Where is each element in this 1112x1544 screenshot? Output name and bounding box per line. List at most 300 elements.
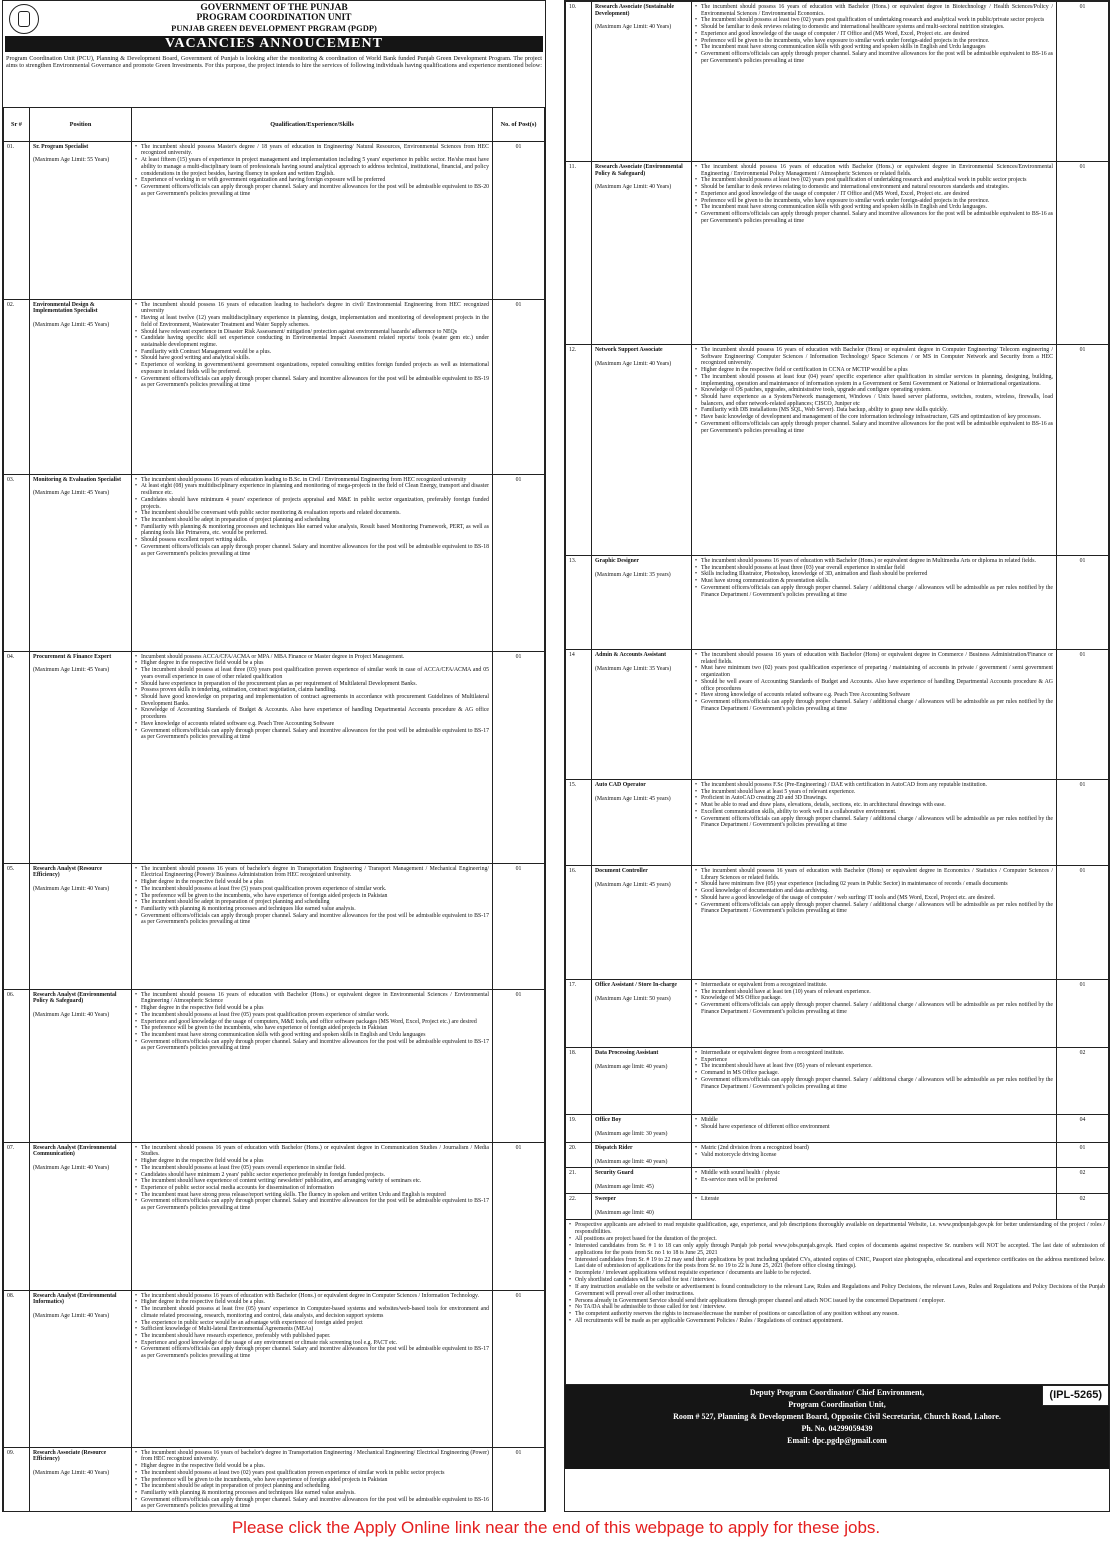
- job-qualifications: [132, 1142, 493, 1290]
- qualification-item: • The incumbent should be adept in preparation of project planning and scheduling: [135, 1483, 489, 1490]
- job-position-title: Office Assistant / Store In-charge: [595, 982, 678, 988]
- job-position: [30, 1290, 132, 1447]
- job-posts-count: 01: [1079, 982, 1086, 988]
- qualification-item: • Experience of working in or with government organization and having foreign exposure will be preferred: [135, 177, 489, 184]
- footer-phone: Ph. No. 04299059439: [801, 1424, 873, 1434]
- qualification-item: • Should have experience of different office environment: [695, 1124, 1053, 1131]
- qualification-item: • The incumbent should possess at least five (5) years post qualification proven experience of similar work.: [135, 886, 489, 893]
- job-position: [30, 141, 132, 299]
- job-posts-count: 02: [1079, 1050, 1086, 1056]
- job-posts-count: 01: [515, 1292, 522, 1299]
- qualification-item: • The incumbent should possess 16 years of education with Bachelor (Hons) or equivalent degree in Computer Engineering/ Telecom engineering / Software Engineering/ Computer Sciences / Information Technology/ Space Sciences / or MS in Computer Network and Security from a HEC recognized university.: [695, 347, 1053, 367]
- job-row: [4, 299, 545, 474]
- job-position-title: Office Boy: [595, 1117, 622, 1123]
- qualification-item: • The incumbent should possess at least two (02) years post qualification of undertaking research and analytical work in public/private sector projects: [695, 17, 1053, 24]
- job-sr-text: 08.: [7, 1292, 15, 1299]
- job-position: [30, 1447, 132, 1512]
- note-item: • All recruitments will be made as per applicable Government Policies / Rules / Regulations of contract appointment.: [569, 1318, 1105, 1325]
- qualification-item: • Government officers/officials can apply through proper channel. Salary and incentive allowances for the post will be admissible equivalent to BS-16 as per Government's policies prevailing at time: [135, 1497, 489, 1510]
- job-row: [566, 866, 1109, 980]
- job-position: [592, 1168, 692, 1194]
- job-position-title: Research Analyst (Environmental Communication): [33, 1144, 117, 1158]
- job-position-title: Research Analyst (Environmental Informatics): [33, 1292, 117, 1306]
- qualification-item: • Government officers/officials can apply through proper channel. Salary / additional charge / allowances will be admissible as per rules notified by the Finance Department / Government's policies prevailing at time: [695, 816, 1053, 829]
- job-posts-count: 01: [1079, 164, 1086, 170]
- qualification-item: • Government officers/officials can apply through proper channel. Salary / additional charge / allowances will be admissible as per rules notified by the Finance Department / Government's policies prevailing at time: [695, 699, 1053, 712]
- job-row: [4, 863, 545, 989]
- qualification-item: • Government officers/officials can apply through proper channel. Salary and incentive allowances for the post will be admissible equivalent to BS-16 as per Government's policies prevailing at time: [695, 211, 1053, 224]
- job-row: [566, 345, 1109, 556]
- qualification-item: • Familiarity with DB installations (MS SQL, Web Server). Data backup, ability to grasp new skills quickly.: [695, 407, 1053, 414]
- job-position-title: Document Controller: [595, 868, 648, 874]
- qualification-item: • Should possess excellent report writing skills.: [135, 537, 489, 544]
- job-position-title: Procurement & Finance Expert: [33, 653, 112, 660]
- qualification-item: • The incumbent should possess at least four (04) years' specific experience after qualification in similar services in planning, designing, building, implementing, operation and maintenance of information system in a Government or Semi Government or National or International organizations.: [695, 374, 1053, 387]
- qualification-item: • Government officers/officials can apply through proper channel. Salary / additional charge / allowances will be admissible as per rules notified by the Finance Department / Government's policies prevailing at time: [695, 1077, 1053, 1090]
- note-item: • No TA/DA shall be admissible to those called for test / interview.: [569, 1304, 1105, 1311]
- qualification-item: • Government officers/officials can apply through proper channel. Salary and incentive allowances for the post will be admissible equivalent to BS-17 as per Government's policies prevailing at time: [135, 1039, 489, 1052]
- job-age-limit: (Maximum Age Limit: 45 years): [595, 795, 671, 802]
- job-age-limit: (Maximum Age Limit: 45 years): [595, 881, 671, 888]
- qualification-item: • The preference will be given to the incumbents, who have experience of foreign aided projects in Pakistan: [135, 1025, 489, 1032]
- qualification-item: • Experience: [695, 1057, 1053, 1064]
- qualification-item: • Must have strong communication & presentation skills.: [695, 578, 1053, 585]
- qualification-list: [695, 347, 1053, 434]
- job-sr-text: 12.: [569, 347, 577, 353]
- qualification-list: [135, 302, 489, 389]
- qualification-item: • Government officers/officials can apply through proper channel. Salary and incentive allowances for the post will be admissible equivalent to BS-17 as per Government's policies prevailing at time: [135, 913, 489, 926]
- job-sr-text: 09.: [7, 1449, 15, 1456]
- qualification-item: • Sufficient knowledge of Multi-lateral Environmental Agreements (MEAs): [135, 1326, 489, 1333]
- job-age-limit: (Maximum Age Limit: 40 Years): [595, 24, 672, 31]
- qualification-item: • Higher degree in the respective field would be a plus: [135, 1005, 489, 1012]
- qualification-item: • The incumbent should have experience of content writing/ newsletter/ publication, and arranging variety of seminars etc.: [135, 1178, 489, 1185]
- qualification-item: • Experience and good knowledge of the usage of any environment or climate risk screening tool e.g. PACT etc.: [135, 1340, 489, 1347]
- job-position: [30, 651, 132, 863]
- job-qualifications: [692, 866, 1057, 980]
- qualification-item: • The incumbent should possess at least five (05) years overall experience in similar field.: [135, 1165, 489, 1172]
- qualification-list: [695, 1117, 1053, 1130]
- qualification-item: • The incumbent should be adept in preparation of project planning and scheduling: [135, 517, 489, 524]
- job-posts-count: 01: [1079, 782, 1086, 788]
- qualification-item: • The preference will be given to the incumbents, who have experience of foreign aided projects in Pakistan: [135, 893, 489, 900]
- job-sr: [4, 863, 30, 989]
- job-sr: [4, 1447, 30, 1512]
- job-qualifications: [692, 556, 1057, 650]
- job-age-limit: (Maximum Age Limit: 45 Years): [33, 490, 110, 497]
- qualification-item: • Higher degree in the respective field would be a plus: [135, 660, 489, 667]
- ad-intro: Program Coordination Unit (PCU), Planning & Development Board, Government of Punjab is looking after the monitoring & coordination of World Bank funded Punjab Green Development Program. The project aims to strengthen Environmental Governance and promote Green Investments. For this purpose, the project intends to hire the services of following individuals having qualifications and experience mentioned below:: [6, 54, 542, 70]
- header-line-1: GOVERNMENT OF THE PUNJAB: [200, 3, 348, 13]
- note-item: • Prospective applicants are advised to read requisite qualification, age, experience, and job descriptions thoroughly available on departmental Website, i.e. www.pndpunjab.gov.pk for better understanding of the project / roles / responsibilities.: [569, 1222, 1105, 1236]
- job-qualifications: [132, 141, 493, 299]
- qualification-list: [135, 1450, 489, 1510]
- job-position: [30, 989, 132, 1142]
- job-sr: [566, 162, 592, 345]
- qualification-item: • The incumbent should possess 16 years of bachelor's degree in Transportation Engineering / Mechanical Engineering/ Electrical Engineering (Power) from HEC recognized university.: [135, 1450, 489, 1463]
- contact-footer: [565, 1385, 1109, 1469]
- job-position: [30, 1142, 132, 1290]
- job-position-title: Data Processing Assistant: [595, 1050, 659, 1056]
- qualification-item: • Government officers/officials can apply through proper channel. Salary and incentive allowances for the post will be admissible equivalent to BS-16 as per Government's policies prevailing at time: [695, 51, 1053, 64]
- job-position-title: Sweeper: [595, 1196, 616, 1203]
- note-item: • The competent authority reserves the rights to increase/decrease the number of positions or cancellation of any position without any reason.: [569, 1311, 1105, 1318]
- job-row: [4, 141, 545, 299]
- job-row: [566, 1115, 1109, 1143]
- job-position-title: Research Associate (Resource Efficiency): [33, 1449, 107, 1463]
- job-posts: [493, 989, 545, 1142]
- job-position-title: Environmental Design & Implementation Specialist: [33, 301, 98, 315]
- qualification-item: • The incumbent must have strong communication skills with good writing and spoken skills in English and Urdu languages: [695, 44, 1053, 51]
- job-posts: [1057, 1048, 1109, 1115]
- job-posts: [1057, 650, 1109, 780]
- qualification-item: • Preference will be given to the incumbents, who have exposure to similar work under foreign-aided projects in the province.: [695, 38, 1053, 45]
- job-sr: [566, 2, 592, 162]
- job-sr-text: 19.: [569, 1117, 577, 1123]
- job-age-limit: (Maximum Age Limit: 35 Years): [595, 665, 672, 672]
- job-sr-text: 17.: [569, 982, 577, 988]
- job-posts-count: 01: [1079, 1145, 1086, 1151]
- job-qualifications: [692, 1048, 1057, 1115]
- job-position-title: Sr. Program Specialist: [33, 143, 89, 150]
- job-posts-count: 01: [515, 991, 522, 998]
- job-position: [592, 780, 692, 866]
- job-position-title: Graphic Designer: [595, 558, 639, 564]
- job-posts: [493, 1447, 545, 1512]
- job-position: [30, 474, 132, 651]
- qualification-item: • Knowledge of Accounting Standards of Budget & Accounts. Also have experience of handling Departmental Accounts procedure & AG office procedures: [135, 707, 489, 720]
- qualification-item: • Familiarity with planning & monitoring processes and techniques like earned value analysis, Result based Monitoring Framework, PERT, as well as planning tools like Primavera, etc. would be preferred.: [135, 524, 489, 537]
- job-row: [566, 162, 1109, 345]
- qualification-item: • The incumbent should possess 16 years of education with Bachelor (Hons.) or equivalent degree in Computer Sciences / Information Technology.: [135, 1293, 489, 1300]
- left-column: [2, 0, 546, 1512]
- qualification-item: • Command in MS Office package.: [695, 1070, 1053, 1077]
- job-age-limit: (Maximum Age Limit: 50 years): [595, 995, 671, 1002]
- qualification-item: • Government officers/officials can apply through proper channel. Salary / additional charge / allowances will be admissible as per rules notified by the Finance Department / Government's policies prevailing at time: [695, 902, 1053, 915]
- job-sr-text: 05.: [7, 865, 15, 872]
- job-position: [592, 556, 692, 650]
- qualification-item: • The incumbent must have strong communication skills with good writing and spoken skills in English and Urdu languages.: [695, 204, 1053, 211]
- job-age-limit: (Maximum Age Limit: 40 Years): [33, 886, 110, 893]
- job-qualifications: [692, 1194, 1057, 1220]
- job-sr: [566, 1048, 592, 1115]
- qualification-item: • The incumbent should have at least five (05) years of relevant experience.: [695, 1063, 1053, 1070]
- qualification-item: • Candidates should have minimum 4 years' experience of projects appraisal and M&E in public sector organization, preferably foreign funded projects.: [135, 497, 489, 510]
- job-sr-text: 03.: [7, 476, 15, 483]
- job-qualifications: [692, 345, 1057, 556]
- jobs-table-right: [565, 1, 1109, 1220]
- job-sr: [566, 780, 592, 866]
- job-posts: [493, 651, 545, 863]
- qualification-item: • The incumbent should possess 16 years of bachelor's degree in Transportation Engineering / Transport Management / Mechanical Engineering/ Electrical Engineering (Power)/ Business Administration from HEC recognized university.: [135, 866, 489, 879]
- qualification-item: • Government officers/officials can apply through proper channel. Salary and incentive allowances for the post will be admissible equivalent to BS-17 as per Government's policies prevailing at time: [135, 1198, 489, 1211]
- job-sr: [4, 141, 30, 299]
- job-position: [592, 2, 692, 162]
- job-sr: [4, 474, 30, 651]
- qualification-item: • Experience and good knowledge of the usage of computer / IT Office and (MS Word, Excel, Project etc. are desired: [695, 191, 1053, 198]
- job-age-limit: (Maximum age limit: 45): [595, 1184, 654, 1191]
- job-sr: [4, 989, 30, 1142]
- qualification-item: • The incumbent should be adept in preparation of project planning and scheduling: [135, 899, 489, 906]
- qualification-list: [135, 1145, 489, 1212]
- job-age-limit: (Maximum age limit: 40): [595, 1210, 654, 1217]
- qualification-item: • Incumbent should possess ACCA/CFA/ACMA or MPA / MBA Finance or Master degree in Project Management.: [135, 654, 489, 661]
- job-posts-count: 01: [515, 865, 522, 872]
- qualification-item: • Middle with sound health / physic: [695, 1170, 1053, 1177]
- qualification-item: • Higher degree in the respective field would be a plus.: [135, 1463, 489, 1470]
- qualification-list: [135, 992, 489, 1052]
- qualification-item: • Government officers/officials can apply through proper channel. Salary and incentive allowances for the post will be admissible equivalent to BS-17 as per Government's policies prevailing at time: [135, 1346, 489, 1359]
- job-sr-text: 14: [569, 652, 575, 658]
- note-item: • If any instruction available on the website or advertisement is found contradictory to the relevant Law, Rules and Regulations and Policy Decisions, the relevant Laws, Rules and Regulations and Policy Decisions of the Punjab Government will prevail over all other instructions.: [569, 1284, 1105, 1298]
- qualification-item: • Candidates should have minimum 2 years' public sector experience preferably in foreign funded projects.: [135, 1172, 489, 1179]
- job-posts-count: 01: [1079, 4, 1086, 10]
- job-row: [566, 1048, 1109, 1115]
- job-sr-text: 02.: [7, 301, 15, 308]
- instructions-notes: [565, 1220, 1109, 1385]
- qualification-item: • The incumbent should possess at least three (03) year overall experience in similar field: [695, 565, 1053, 572]
- job-qualifications: [692, 980, 1057, 1048]
- job-qualifications: [132, 474, 493, 651]
- job-posts-count: 01: [1079, 558, 1086, 564]
- job-row: [566, 1194, 1109, 1220]
- job-position: [592, 1048, 692, 1115]
- job-posts: [493, 299, 545, 474]
- col-header-position: Position: [30, 107, 132, 141]
- job-posts: [493, 141, 545, 299]
- qualification-item: • Have strong knowledge of accounts related software e.g. Peach Tree Accounting Software: [695, 692, 1053, 699]
- job-row: [4, 1142, 545, 1290]
- qualification-item: • Experience and good knowledge of the usage of computer / IT Office and (MS Word, Excel, Project etc. are desired: [695, 31, 1053, 38]
- qualification-list: [135, 654, 489, 741]
- jobs-table-left: [3, 107, 545, 1512]
- job-posts-count: 02: [1079, 1170, 1086, 1177]
- job-age-limit: (Maximum Age Limit: 40 Years): [33, 1012, 110, 1019]
- job-posts: [1057, 162, 1109, 345]
- apply-online-note: Please click the Apply Online link near the end of this webpage to apply for these jobs.: [231, 1518, 881, 1537]
- job-sr-text: 06.: [7, 991, 15, 998]
- job-sr: [4, 1142, 30, 1290]
- qualification-list: [135, 866, 489, 926]
- job-sr: [566, 1115, 592, 1143]
- qualification-item: • Knowledge of OS patches, upgrades, administrative tools, upgrade and configure operating system.: [695, 387, 1053, 394]
- note-item: • Incomplete / irrelevant applications without requisite experience / documents are liable to be rejected.: [569, 1270, 1105, 1277]
- job-sr-text: 04.: [7, 653, 15, 660]
- job-sr-text: 10.: [569, 4, 577, 10]
- qualification-item: • Having at least twelve (12) years multidisciplinary experience in planning, design, implementation and monitoring of development projects in the field of Environment, Wastewater Treatment and Water Supply schemes.: [135, 315, 489, 328]
- job-posts: [1057, 1115, 1109, 1143]
- job-qualifications: [692, 162, 1057, 345]
- qualification-item: • Have basic knowledge of development and management of the core information technology infrastructure, GIS and optimization of key processes.: [695, 414, 1053, 421]
- job-age-limit: (Maximum Age Limit: 55 Years): [33, 157, 110, 164]
- job-position: [592, 345, 692, 556]
- job-position-title: Auto CAD Operator: [595, 782, 646, 788]
- qualification-item: • The incumbent must have strong communication skills with good writing and spoken skills in English and Urdu languages: [135, 1032, 489, 1039]
- note-item: • All positions are project based for the duration of the project.: [569, 1236, 1105, 1243]
- job-position-title: Research Analyst (Environmental Policy & Safeguard): [33, 991, 117, 1005]
- job-sr-text: 21.: [569, 1170, 577, 1177]
- qualification-item: • The incumbent should have at least 5 years of relevant experience.: [695, 789, 1053, 796]
- qualification-item: • The incumbent should be conversant with public sector monitoring & evaluation reports and related documents.: [135, 510, 489, 517]
- qualification-list: [695, 1196, 1053, 1203]
- job-posts-count: 01: [515, 143, 522, 150]
- qualification-item: • The experience in public sector would be an advantage with experience of foreign aided project: [135, 1320, 489, 1327]
- col-header-posts: No. of Post(s): [493, 107, 545, 141]
- job-posts: [1057, 1168, 1109, 1194]
- job-posts-count: 01: [1079, 652, 1086, 658]
- job-posts: [493, 1142, 545, 1290]
- qualification-list: [135, 1293, 489, 1360]
- job-age-limit: (Maximum Age Limit: 45 Years): [33, 667, 110, 674]
- qualification-item: • Matric (2nd division from a recognized board): [695, 1145, 1053, 1152]
- job-qualifications: [132, 989, 493, 1142]
- job-posts: [1057, 1194, 1109, 1220]
- qualification-item: • Must have minimum two (02) years post qualification experience of preparing / maintaining of accounts in private / government / semi government organization: [695, 665, 1053, 678]
- qualification-item: • Higher degree in the respective field would be a plus.: [135, 1299, 489, 1306]
- qualification-list: [695, 558, 1053, 598]
- qualification-list: [695, 868, 1053, 915]
- qualification-item: • Excellent communication skills, ability to work well in a collaborative environment.: [695, 809, 1053, 816]
- qualification-item: • Possess proven skills in tendering, estimation, contract negotiation, claims handling.: [135, 687, 489, 694]
- job-position-title: Security Guard: [595, 1170, 634, 1177]
- qualification-list: [695, 782, 1053, 829]
- qualification-item: • Government officers/officials can apply through proper channel. Salary and incentive allowances for the post will be admissible equivalent to BS-17 as per Government's policies prevailing at time: [135, 728, 489, 741]
- job-qualifications: [132, 651, 493, 863]
- job-age-limit: (Maximum Age Limit: 40 Years): [33, 1165, 110, 1172]
- qualification-item: • Government officers/officials can apply through proper channel. Salary and incentive allowances for the post will be admissible equivalent to BS-16 as per Government's policies prevailing at time: [695, 421, 1053, 434]
- qualification-item: • At least fifteen (15) years of experience in project management and implementation including 5 years' experience in public sector. He/she must have ability to manage a multi-disciplinary team of professionals having sound analytical approach to address technical, institutional, financial, and policy considerations in the project besides, having fluency in spoken and written English.: [135, 157, 489, 177]
- qualification-item: • Literate: [695, 1196, 1053, 1203]
- qualification-item: • Government officers/officials can apply through proper channel. Salary / additional charge / allowances will be admissible as per rules notified by the Finance Department / Government's policies prevailing at time: [695, 585, 1053, 598]
- job-posts: [1057, 345, 1109, 556]
- punjab-emblem-icon: [9, 4, 39, 34]
- note-item: • Persons already in Government Service should send their applications through proper channel and attach NOC issued by the concerned Department / employer.: [569, 1298, 1105, 1305]
- job-posts-count: 01: [515, 301, 522, 308]
- job-qualifications: [692, 2, 1057, 162]
- qualification-item: • Government officers/officials can apply through proper channel. Salary and incentive allowances for the post will be admissible equivalent to BS-20 as per Government's policies prevailing at time: [135, 184, 489, 197]
- qualification-item: • Experience of working in government/semi government organizations, reputed consulting entities foreign funded projects as well as international exposure in related fields will be preferred.: [135, 362, 489, 375]
- job-posts: [493, 1290, 545, 1447]
- job-row: [566, 2, 1109, 162]
- qualification-item: • Higher degree in the respective field would be a plus: [135, 1158, 489, 1165]
- qualification-item: • Government officers/officials can apply through proper channel. Salary / additional charge / allowances will be admissible as per rules notified by the Finance Department / Government's policies prevailing at time: [695, 1002, 1053, 1015]
- job-position: [592, 650, 692, 780]
- qualification-item: • Proficient in AutoCAD creating 2D and 3D Drawings.: [695, 795, 1053, 802]
- right-column: [564, 0, 1110, 1512]
- job-qualifications: [132, 299, 493, 474]
- job-position-title: Research Analyst (Resource Efficiency): [33, 865, 103, 879]
- qualification-list: [695, 1050, 1053, 1090]
- job-age-limit: (Maximum Age Limit: 40 Years): [33, 1470, 110, 1477]
- job-row: [566, 780, 1109, 866]
- job-position: [592, 162, 692, 345]
- job-posts: [1057, 866, 1109, 980]
- job-sr: [566, 345, 592, 556]
- qualification-list: [695, 4, 1053, 64]
- job-sr-text: 18.: [569, 1050, 577, 1056]
- qualification-item: • Knowledge of MS Office package.: [695, 995, 1053, 1002]
- job-posts: [1057, 1143, 1109, 1168]
- job-posts: [1057, 980, 1109, 1048]
- job-position: [592, 1115, 692, 1143]
- job-posts-count: 02: [1079, 1196, 1086, 1203]
- qualification-item: • The incumbent should have research experience, preferably with published paper.: [135, 1333, 489, 1340]
- footer-unit: Program Coordination Unit,: [788, 1400, 886, 1410]
- qualification-list: [695, 652, 1053, 712]
- job-qualifications: [692, 1143, 1057, 1168]
- job-position: [592, 980, 692, 1048]
- job-qualifications: [132, 1290, 493, 1447]
- job-sr: [566, 1143, 592, 1168]
- qualification-item: • Should have good knowledge on preparing and implementation of contract agreements in accordance with procurement Guidelines of Multilateral Development Banks.: [135, 694, 489, 707]
- qualification-item: • Should have experience in preparation of the procurement plan as per requirement of Multilateral Development Banks.: [135, 681, 489, 688]
- job-sr-text: 15.: [569, 782, 577, 788]
- qualification-item: • Must be able to read and draw plans, elevations, details, sections, etc. in architectural drawings with ease.: [695, 802, 1053, 809]
- job-qualifications: [132, 863, 493, 989]
- qualification-item: • Middle: [695, 1117, 1053, 1124]
- job-qualifications: [692, 1168, 1057, 1194]
- job-sr: [566, 556, 592, 650]
- qualification-item: • Candidate having specific skill set experience conducting in Environmental Impact Assessment related reports/ tools (water gem etc.) under sustainable development regime.: [135, 335, 489, 348]
- job-sr: [4, 1290, 30, 1447]
- job-age-limit: (Maximum age limit: 40 years): [595, 1063, 668, 1070]
- job-row: [4, 989, 545, 1142]
- qualification-list: [695, 1145, 1053, 1158]
- job-posts: [493, 474, 545, 651]
- qualification-item: • Good knowledge of documentation and data archiving.: [695, 888, 1053, 895]
- qualification-item: • Should have good writing and analytical skills.: [135, 355, 489, 362]
- qualification-item: • Ex-service men will be preferred: [695, 1177, 1053, 1184]
- job-sr: [4, 651, 30, 863]
- header-line-3: PUNJAB GREEN DEVELOPMENT PRGRAM (PGDP): [171, 22, 377, 33]
- qualification-list: [135, 477, 489, 558]
- job-position: [592, 1194, 692, 1220]
- job-row: [566, 1143, 1109, 1168]
- job-position-title: Monitoring & Evaluation Specialist: [33, 476, 122, 483]
- qualification-item: • The incumbent should possess 16 years of education leading to bachelor's degree in civil/ Environmental Engineering from HEC recognized university: [135, 302, 489, 315]
- qualification-item: • Preference will be given to the incumbents, who have exposure to similar work under foreign-aided projects in the province.: [695, 198, 1053, 205]
- qualification-item: • Familiarity with planning & monitoring processes and techniques like earned value analysis.: [135, 906, 489, 913]
- job-sr-text: 20.: [569, 1145, 577, 1151]
- job-posts-count: 01: [515, 1144, 522, 1151]
- header-line-2: PROGRAM COORDINATION UNIT: [196, 13, 352, 24]
- qualification-item: • Have knowledge of accounts related software e.g. Peach Tree Accounting Software: [135, 721, 489, 728]
- job-age-limit: (Maximum Age Limit: 40 Years): [595, 184, 672, 191]
- ad-header: [3, 1, 545, 33]
- qualification-item: • The incumbent must have strong press release/report writing skills. The fluency in spoken and written Urdu and English is required: [135, 1192, 489, 1199]
- footer-designation: Deputy Program Coordinator/ Chief Environment,: [749, 1388, 925, 1398]
- qualification-item: • Should be well aware of Accounting Standards of Budget and Accounts. Also have experience of handling Departmental Accounts procedure & AG office procedures: [695, 679, 1053, 692]
- job-row: [566, 556, 1109, 650]
- job-row: [4, 474, 545, 651]
- job-age-limit: (Maximum Age Limit: 45 Years): [33, 322, 110, 329]
- qualification-item: • The incumbent should possess 16 years of education with Bachelor (Hons.) or equivalent degree in Communication Studies / Journalism / Media Studies.: [135, 1145, 489, 1158]
- qualification-item: • Familiarity with planning & monitoring processes and techniques like earned value analysis.: [135, 1490, 489, 1497]
- job-sr-text: 01.: [7, 143, 15, 150]
- job-qualifications: [692, 1115, 1057, 1143]
- qualification-item: • The incumbent should possess at least five (05) years' experience in Computer-based systems and websites/web-based tools for environment and climate related processing, research, monitoring and control, data analysis, and decision support systems: [135, 1306, 489, 1319]
- qualification-list: [695, 1170, 1053, 1183]
- qualification-item: • The incumbent should possess 16 years of education with Bachelor (Hons.) or equivalent degree in Environmental Sciences / Environmental Engineering / Atmospheric Science: [135, 992, 489, 1005]
- job-sr: [566, 1194, 592, 1220]
- qualification-item: • Valid motorcycle driving license: [695, 1152, 1053, 1159]
- qualification-item: • The incumbent should possess at least two (02) years post qualification of undertaking research and analytical work in public sector projects: [695, 177, 1053, 184]
- qualification-item: • Higher degree in the respective field would be a plus: [135, 879, 489, 886]
- job-position: [30, 863, 132, 989]
- job-position-title: Research Associate (Environmental Policy & Safeguard): [595, 164, 683, 177]
- qualification-list: [695, 164, 1053, 224]
- job-age-limit: (Maximum age limit: 30 years): [595, 1130, 668, 1137]
